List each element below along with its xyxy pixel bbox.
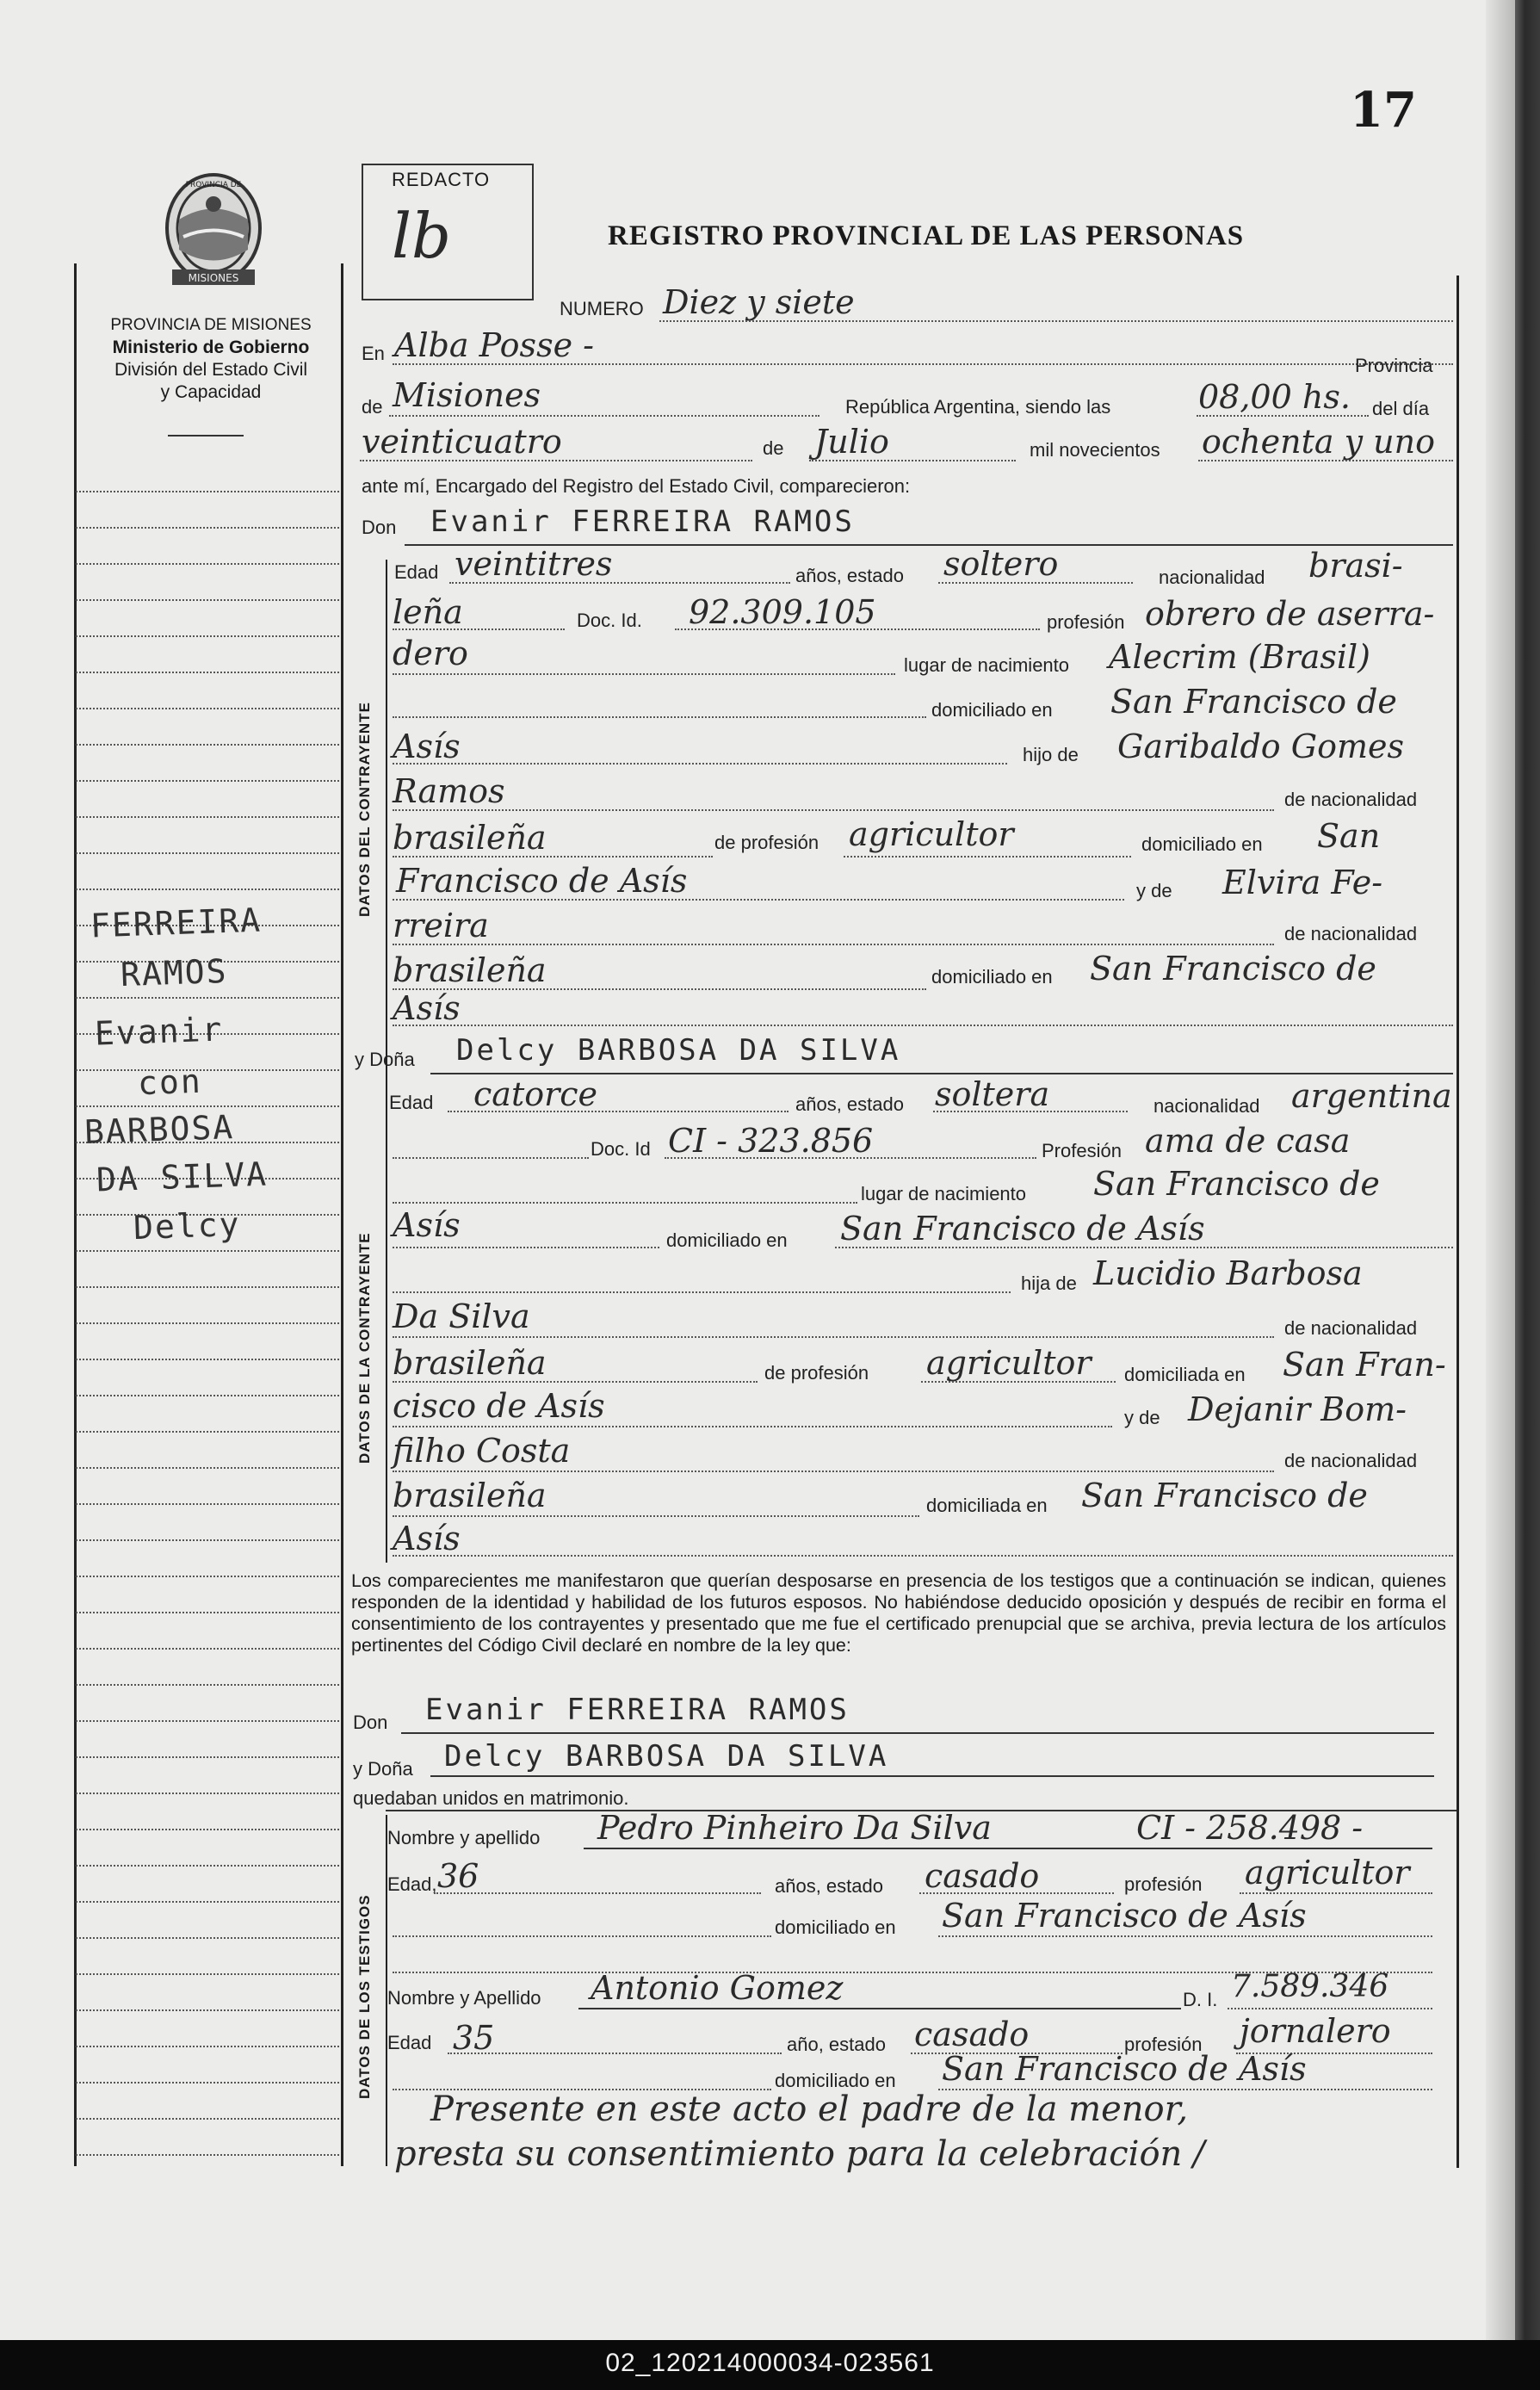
c-doc-label: Doc. Id. — [577, 610, 642, 631]
margin-rule — [76, 1792, 339, 1795]
dia-value: veinticuatro — [362, 423, 562, 461]
contrayenta-name: Delcy BARBOSA DA SILVA — [456, 1033, 901, 1068]
t1-prof-line — [1240, 1892, 1432, 1894]
f-lugar-a: San Francisco de — [1093, 1165, 1380, 1203]
f-anios-label: años, estado — [795, 1093, 904, 1115]
c-doc-value: 92.309.105 — [689, 593, 876, 631]
margin-rule — [76, 527, 339, 529]
c-nac-value-a: brasi- — [1308, 547, 1403, 585]
f-padre-b: Da Silva — [393, 1297, 530, 1335]
t2-dom-label: domiciliado en — [775, 2070, 896, 2091]
c-anios-label: años, estado — [795, 565, 904, 586]
f-edad-value: catorce — [473, 1075, 598, 1113]
margin-note-name: Evanir — [94, 1010, 225, 1053]
t1-anios-label: años, estado — [775, 1875, 883, 1897]
quedaban-label: quedaban unidos en matrimonio. — [353, 1787, 629, 1809]
margin-rule — [76, 1359, 339, 1361]
margin-rule — [76, 1648, 339, 1650]
en-line — [393, 363, 1453, 365]
c-prof-value-a: obrero de aserra- — [1145, 595, 1435, 633]
c-padre-nac: brasileña — [393, 819, 547, 857]
c-estado-value: soltero — [943, 545, 1059, 583]
f-doc-value: CI - 323.856 — [668, 1122, 874, 1160]
emblem-caption: MISIONES — [188, 272, 239, 284]
f-edad-label: Edad — [389, 1092, 434, 1113]
margin-rule — [76, 1576, 339, 1578]
margin-rule — [76, 2009, 339, 2012]
en-label: En — [362, 343, 385, 364]
margin-rule — [76, 889, 339, 891]
c-padre-line — [393, 809, 1274, 811]
margin-rule — [76, 1250, 339, 1253]
margin-rule — [76, 1973, 339, 1976]
f-yde-label: y de — [1124, 1407, 1160, 1428]
f-lugar-pre-line — [393, 1202, 857, 1204]
anio-value: ochenta y uno — [1202, 423, 1435, 461]
note-line-1: Presente en este acto el padre de la menor, — [430, 2090, 1189, 2129]
c-hijo-label: hijo de — [1023, 744, 1079, 765]
redacto-initials: lb — [392, 200, 452, 272]
margin-rule — [76, 1684, 339, 1687]
t2-estado-value: casado — [914, 2015, 1030, 2053]
margin-rule — [76, 2118, 339, 2121]
margin-rule — [76, 1503, 339, 1506]
margin-rule — [76, 1395, 339, 1397]
testigos-side-label: DATOS DE LOS TESTIGOS — [356, 1894, 373, 2099]
mes-line — [809, 460, 1016, 461]
c-deprof-label: de profesión — [714, 832, 819, 853]
c-prof-line — [393, 673, 895, 675]
margin-rule — [76, 1105, 339, 1108]
margin-rule — [76, 1539, 339, 1542]
issuer-province: PROVINCIA DE MISIONES — [110, 316, 312, 334]
contrayenta-side-label: DATOS DE LA CONTRAYENTE — [356, 1232, 373, 1464]
t2-nombre-label: Nombre y Apellido — [387, 1987, 541, 2009]
t1-dom-label: domiciliado en — [775, 1916, 896, 1938]
c-estado-line — [938, 582, 1133, 584]
f-nac-value: argentina — [1291, 1077, 1452, 1115]
c-padre-dom-a: San — [1317, 817, 1381, 855]
f-padre-nac: brasileña — [393, 1344, 547, 1382]
c-dom-value-b: Asís — [393, 728, 461, 765]
emblem-top-caption: PROVINCIA DE — [185, 181, 242, 189]
f-padre-line — [393, 1336, 1274, 1338]
margin-rule — [76, 1756, 339, 1759]
c-edad-label: Edad — [394, 561, 439, 583]
c-edad-value: veintitres — [455, 545, 613, 583]
dona-label: y Doña — [355, 1049, 415, 1070]
hora-value: 08,00 hs. — [1198, 378, 1351, 416]
c-dom-value-a: San Francisco de — [1110, 683, 1397, 721]
c-lugar-label: lugar de nacimiento — [904, 654, 1070, 676]
t1-estado-value: casado — [925, 1857, 1040, 1895]
t2-doc-value: 7.589.346 — [1231, 1969, 1389, 2004]
t2-nombre-line — [578, 2008, 1181, 2009]
c-padre-nac-line — [393, 856, 713, 858]
issuer-capacity: y Capacidad — [160, 382, 262, 402]
c-madre-line — [393, 944, 1274, 945]
book-binding — [1515, 0, 1540, 2340]
f-madre-dom-b: Asís — [393, 1520, 461, 1557]
f-hija-label: hija de — [1021, 1272, 1077, 1294]
margin-note-con: con — [137, 1062, 203, 1103]
en-value: Alba Posse - — [394, 326, 594, 364]
c-padre-dom-b: Francisco de Asís — [396, 862, 688, 900]
margin-note-bride-surname2: DA SILVA — [96, 1155, 269, 1199]
t2-edad-label: Edad — [387, 2032, 432, 2053]
margin-rule — [76, 1069, 339, 1072]
c-dom-line — [393, 716, 926, 718]
c-edad-line — [449, 582, 790, 584]
margin-rule — [76, 744, 339, 746]
c-padre-prof: agricultor — [849, 815, 1014, 853]
dona-line — [430, 1073, 1453, 1074]
margin-divider-line — [341, 263, 343, 2166]
c-doc-line — [675, 628, 1040, 630]
c-denac-label: de nacionalidad — [1284, 789, 1418, 810]
margin-rule — [76, 2154, 339, 2157]
de-value: Misiones — [393, 376, 541, 414]
t2-nombre-value: Antonio Gomez — [591, 1969, 844, 2007]
f-prof-value: ama de casa — [1145, 1122, 1351, 1160]
f-padre-dom-a: San Fran- — [1283, 1346, 1446, 1384]
f-dom-line — [835, 1247, 1453, 1248]
c-prof-value-b: dero — [393, 635, 468, 672]
margin-rule — [76, 635, 339, 638]
footer-code: 02_120214000034-023561 — [605, 2349, 935, 2377]
numero-line — [659, 320, 1453, 322]
margin-rule — [76, 563, 339, 566]
f-nac-label: nacionalidad — [1153, 1095, 1260, 1117]
ante-label: ante mí, Encargado del Registro del Estado Civil, comparecieron: — [362, 475, 911, 497]
c-padre-prof-line — [844, 856, 1131, 858]
c-padre-dom-label: domiciliado en — [1141, 833, 1263, 855]
redacto-label: REDACTO — [392, 169, 491, 190]
f-madre-a: Dejanir Bom- — [1188, 1390, 1407, 1428]
c-end-line — [393, 1025, 1453, 1026]
c-madre-b: rreira — [393, 907, 489, 944]
f-lugar-line — [393, 1247, 659, 1248]
margin-rule — [76, 1720, 339, 1723]
f-padre-dom-b: cisco de Asís — [393, 1387, 605, 1425]
page-number: 17 — [1350, 82, 1417, 139]
margin-rule — [76, 708, 339, 710]
t1-prof-label: profesión — [1124, 1873, 1203, 1895]
contrayente-name: Evanir FERREIRA RAMOS — [430, 505, 855, 539]
numero-value: Diez y siete — [663, 283, 855, 321]
f-denac2-label: de nacionalidad — [1284, 1450, 1418, 1471]
margin-rule — [76, 491, 339, 493]
dia-line — [360, 460, 752, 461]
t2-prof-label: profesión — [1124, 2034, 1203, 2055]
f-padre-prof: agricultor — [926, 1344, 1092, 1382]
c-madre-nac: brasileña — [393, 951, 547, 989]
t1-nombre-value: Pedro Pinheiro Da Silva — [597, 1809, 992, 1847]
issuer-division: División del Estado Civil — [114, 360, 308, 380]
f-madre-dom-label: domiciliada en — [926, 1495, 1048, 1516]
f-madre-line — [393, 1471, 1274, 1472]
f-madre-b: filho Costa — [393, 1432, 571, 1470]
mil-label: mil novecientos — [1030, 439, 1160, 461]
union-don-value: Evanir FERREIRA RAMOS — [425, 1693, 850, 1727]
union-dona-label: y Doña — [353, 1758, 413, 1780]
c-padre-dom-line — [393, 899, 1124, 901]
margin-rule — [76, 599, 339, 602]
margin-rule — [76, 1467, 339, 1470]
page-title: REGISTRO PROVINCIAL DE LAS PERSONAS — [608, 220, 1245, 251]
f-end-line — [393, 1555, 1453, 1557]
f-deprof-label: de profesión — [764, 1362, 869, 1384]
t1-prof-value: agricultor — [1245, 1854, 1410, 1892]
t1-estado-line — [919, 1892, 1114, 1894]
t1-edad-value: 36 — [437, 1857, 479, 1895]
c-nac-value-b: leña — [393, 593, 463, 631]
margin-rule — [76, 852, 339, 855]
c-padre-value-b: Ramos — [393, 772, 505, 810]
f-madre-nac: brasileña — [393, 1477, 547, 1514]
f-padre-prof-line — [921, 1381, 1116, 1383]
f-doc-pre-line — [393, 1157, 589, 1159]
f-edad-line — [448, 1111, 789, 1112]
f-madre-nac-line — [393, 1515, 919, 1517]
issuer-ministry: Ministerio de Gobierno — [112, 337, 310, 357]
margin-rule — [76, 997, 339, 1000]
f-doc-label: Doc. Id — [591, 1138, 651, 1160]
c-yde-label: y de — [1136, 880, 1172, 901]
c-prof-label: profesión — [1047, 611, 1125, 633]
mes-value: Julio — [814, 423, 889, 461]
de-label: de — [362, 396, 383, 418]
c-madre-a: Elvira Fe- — [1222, 864, 1383, 901]
f-dom-value: San Francisco de Asís — [840, 1210, 1205, 1248]
c-lugar-value: Alecrim (Brasil) — [1109, 638, 1370, 676]
c-dom-label: domiciliado en — [931, 699, 1053, 721]
c-nac-label: nacionalidad — [1159, 567, 1265, 588]
margin-rule — [76, 2082, 339, 2084]
margin-rule — [76, 672, 339, 674]
declaration-text: Los comparecientes me manifestaron que querían desposarse en presencia de los testigos que a continuación se indican, quienes responden de la identidad y habilidad de los futuros esposos. No habiéndose deducido oposición y después de recibir en forma el consentimiento de los contrayentes y presentado que me fue el certificado prenupcial que se archiva, previa lectura de los artículos pertinentes del Código Civil declaré en nombre de la ley que: — [351, 1570, 1446, 1656]
f-lugar-b: Asís — [393, 1206, 461, 1244]
issuer-divider — [168, 435, 244, 437]
f-lugar-label: lugar de nacimiento — [861, 1183, 1027, 1204]
f-dom-label: domiciliado en — [666, 1229, 788, 1251]
anio-line — [1198, 460, 1453, 461]
margin-rule — [76, 2046, 339, 2048]
note-line-2: presta su consentimiento para la celebración / — [394, 2134, 1205, 2174]
f-prof-label: Profesión — [1042, 1140, 1122, 1161]
f-estado-value: soltera — [935, 1075, 1050, 1113]
union-dona-value: Delcy BARBOSA DA SILVA — [444, 1739, 889, 1774]
margin-rule — [76, 1829, 339, 1831]
t1-dom-pre-line — [393, 1935, 771, 1937]
right-border-line — [1457, 276, 1459, 2168]
t2-prof-value: jornalero — [1240, 2012, 1391, 2050]
t1-nombre-line — [584, 1848, 1432, 1849]
union-don-line — [401, 1732, 1434, 1734]
issuer-block — [77, 314, 344, 404]
t1-edad-line — [434, 1892, 761, 1894]
t2-edad-value: 35 — [453, 2019, 495, 2057]
don-label: Don — [362, 517, 397, 538]
c-padre-value-a: Garibaldo Gomes — [1117, 728, 1405, 765]
margin-note-bride-surname: BARBOSA — [83, 1107, 235, 1152]
t2-anios-label: año, estado — [787, 2034, 886, 2055]
f-madre-dom-a: San Francisco de — [1081, 1477, 1368, 1514]
t2-doc-line — [1228, 2008, 1432, 2009]
c-madre-nac-line — [393, 988, 926, 990]
margin-note-bride-name: Delcy — [133, 1204, 242, 1248]
t1-doc-value: CI - 258.498 - — [1136, 1809, 1364, 1847]
hora-line — [1197, 415, 1369, 417]
f-padre-dom-line — [393, 1426, 1112, 1427]
t2-edad-line — [448, 2053, 782, 2054]
del-dia-label: del día — [1372, 398, 1430, 419]
t2-dom-value: San Francisco de Asís — [942, 2050, 1307, 2088]
c-madre-dom-b: Asís — [393, 989, 461, 1027]
f-hija-pre-line — [393, 1291, 1011, 1293]
t1-dom-value: San Francisco de Asís — [942, 1897, 1307, 1935]
de-line — [389, 415, 819, 417]
province-emblem-icon — [153, 168, 274, 293]
margin-rule — [76, 816, 339, 819]
republica-label: República Argentina, siendo las — [845, 396, 1111, 418]
margin-rule — [76, 1612, 339, 1614]
page-gutter — [1486, 0, 1515, 2340]
margin-rule — [76, 1937, 339, 1940]
margin-note-surname2: RAMOS — [120, 951, 229, 994]
c-nac-line — [393, 628, 565, 630]
de2-label: de — [763, 437, 784, 459]
c-denac2-label: de nacionalidad — [1284, 923, 1418, 944]
margin-rule — [76, 1901, 339, 1904]
f-estado-line — [933, 1111, 1128, 1112]
f-padre-nac-line — [393, 1381, 758, 1383]
margin-note-surname: FERREIRA — [90, 901, 263, 945]
f-padre-a: Lucidio Barbosa — [1093, 1254, 1363, 1292]
numero-label: NUMERO — [560, 298, 644, 319]
union-dona-line — [430, 1775, 1434, 1777]
margin-rule — [76, 780, 339, 783]
f-doc-line — [665, 1157, 1036, 1159]
t1-edad-label: Edad, — [387, 1873, 437, 1895]
t1-nombre-label: Nombre y apellido — [387, 1827, 541, 1848]
f-padre-dom-label: domiciliada en — [1124, 1364, 1246, 1385]
margin-rule — [76, 1286, 339, 1289]
f-denac-label: de nacionalidad — [1284, 1317, 1418, 1339]
c-hijo-line — [393, 763, 1007, 765]
t1-dom-line — [938, 1935, 1432, 1937]
margin-rule — [76, 1865, 339, 1867]
c-madre-dom-a: San Francisco de — [1090, 950, 1376, 988]
c-madre-dom-label: domiciliado en — [931, 966, 1053, 988]
margin-rule — [76, 1431, 339, 1433]
t2-doc-label: D. I. — [1183, 1989, 1218, 2010]
margin-rule — [76, 1322, 339, 1325]
union-don-label: Don — [353, 1712, 388, 1733]
contrayente-side-label: DATOS DEL CONTRAYENTE — [356, 702, 373, 917]
provincia-label: Provincia — [1355, 355, 1433, 376]
